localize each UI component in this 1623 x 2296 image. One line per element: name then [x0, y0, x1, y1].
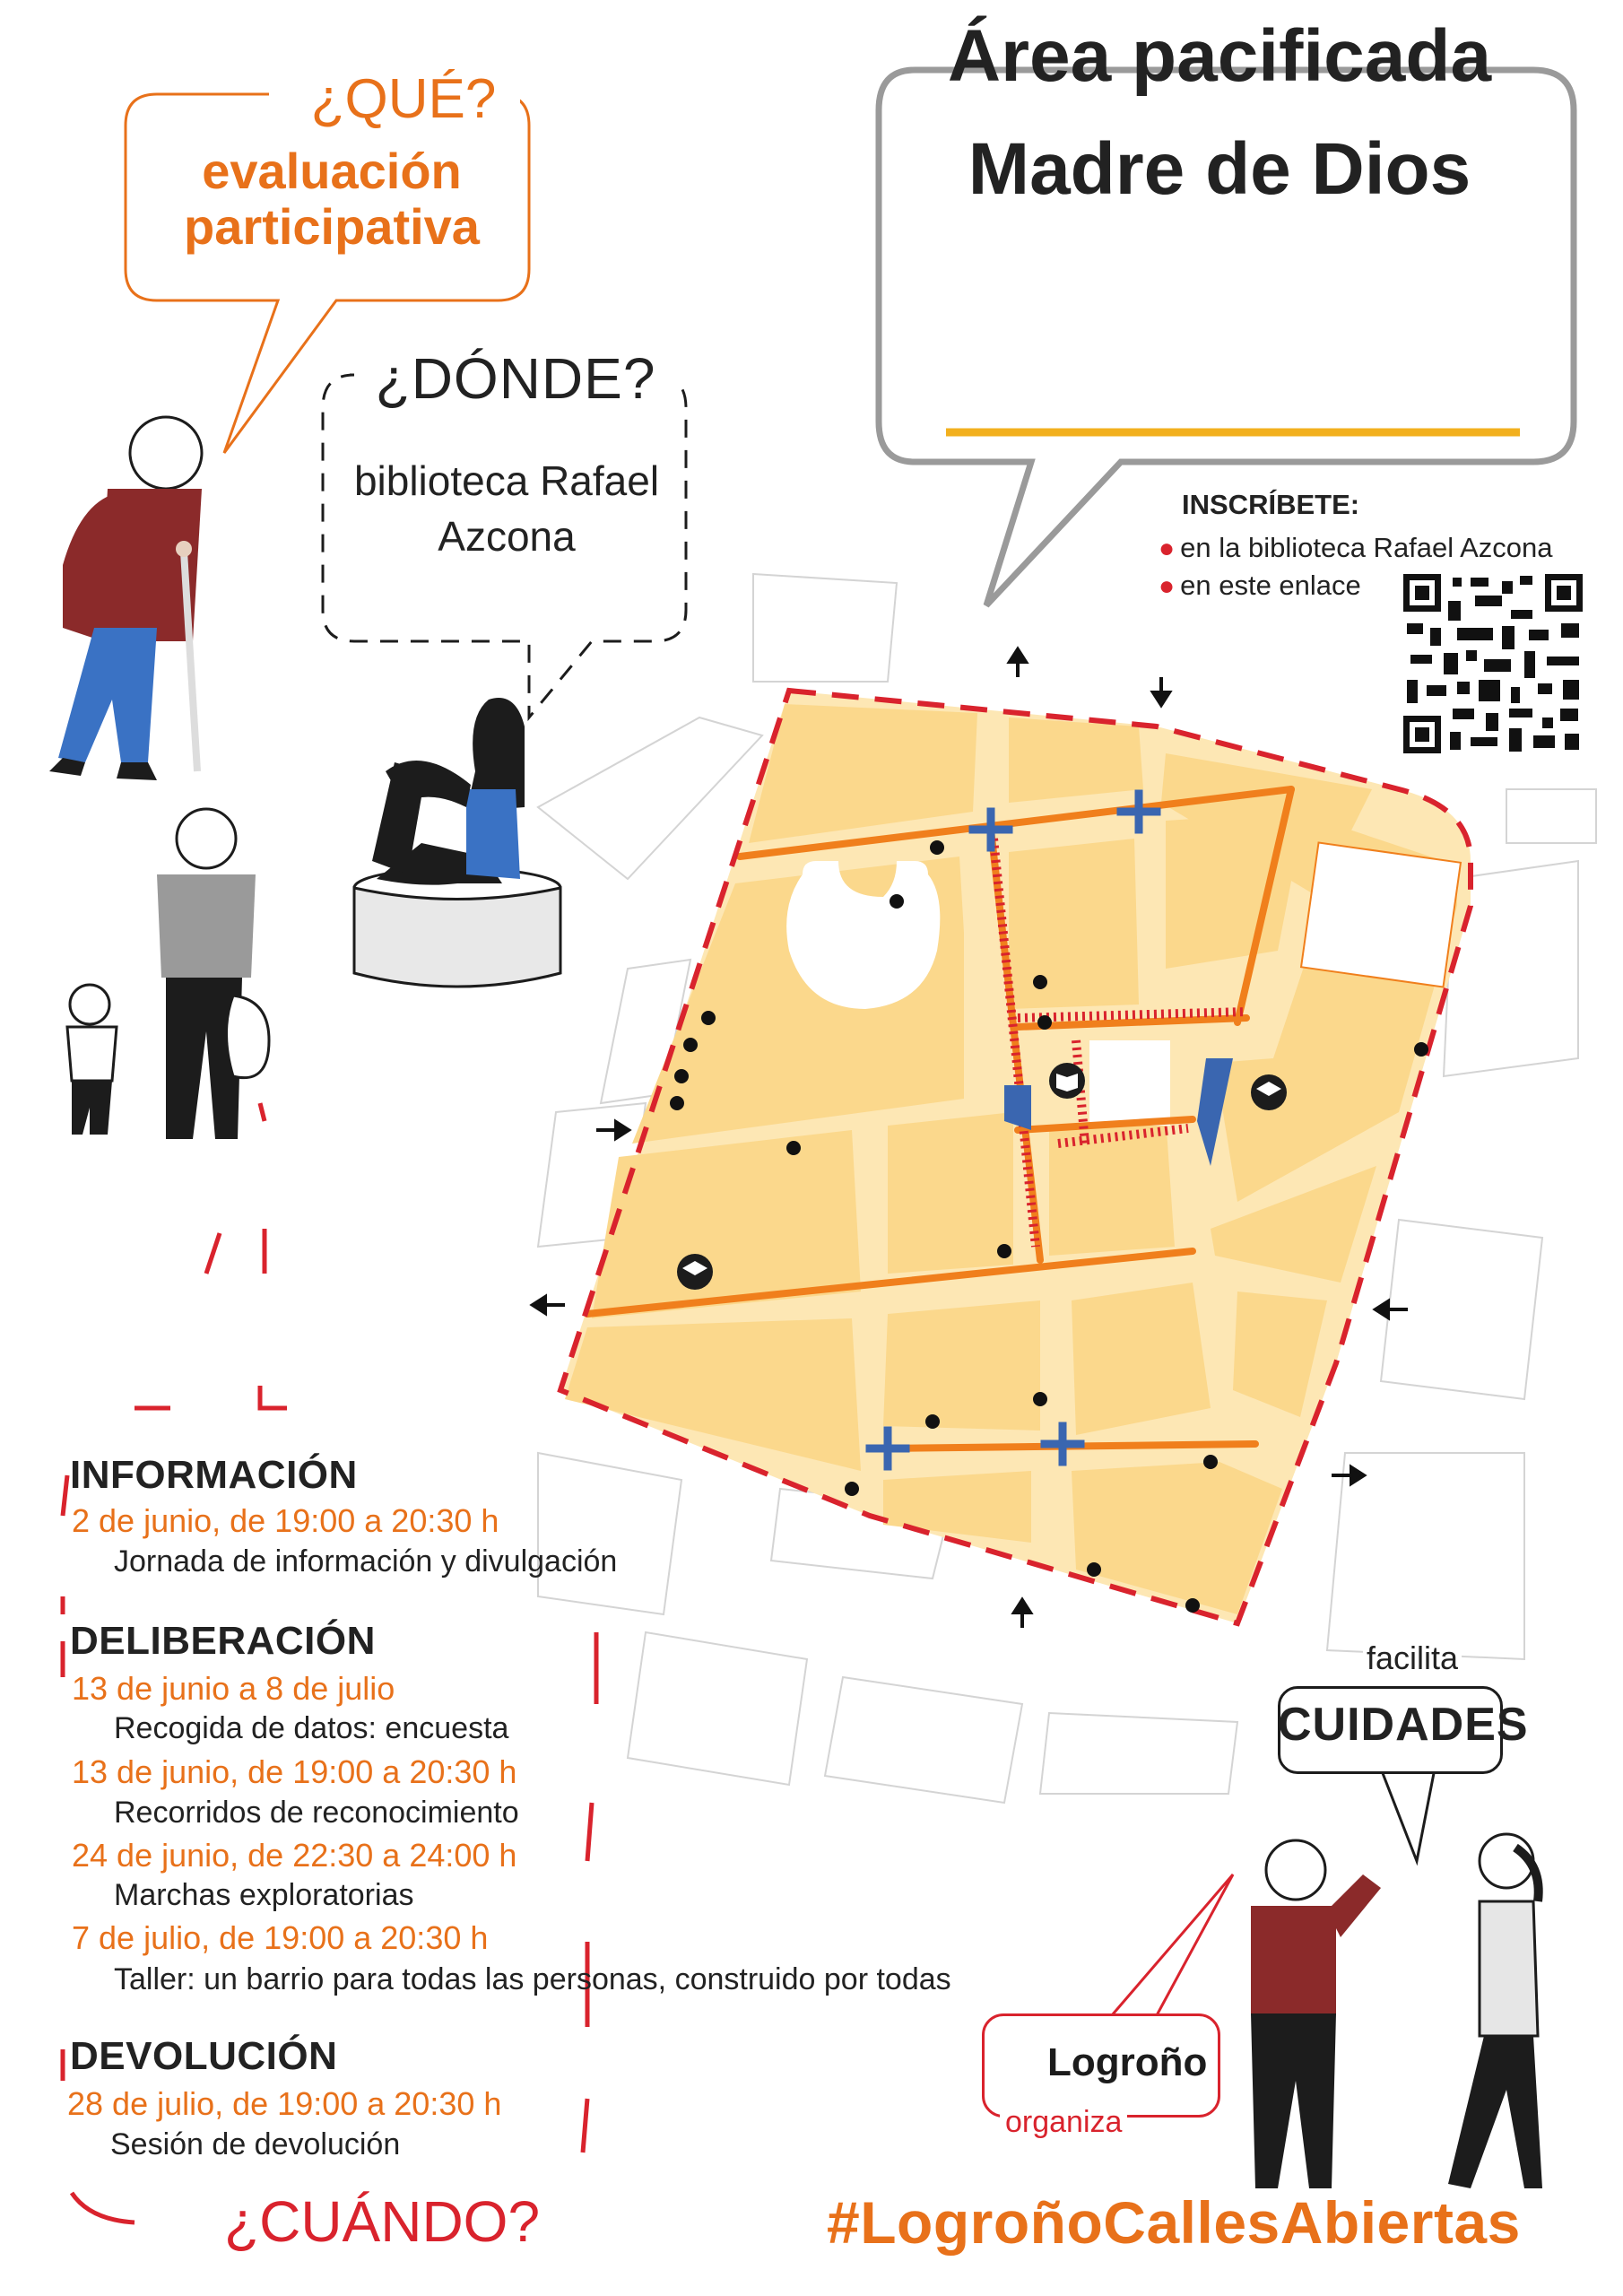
- pointing-man-illustration: [1251, 1840, 1381, 2188]
- event-description: Recorridos de reconocimiento: [114, 1796, 519, 1830]
- cuando-title: ¿CUÁNDO?: [224, 2189, 541, 2254]
- qr-code: [1403, 574, 1583, 753]
- map: [533, 574, 1596, 1803]
- event-date: 7 de julio, de 19:00 a 20:30 h: [72, 1919, 489, 1956]
- section-deliberacion-title: DELIBERACIÓN: [70, 1619, 376, 1663]
- walking-woman-illustration: [1448, 1834, 1542, 2188]
- que-title: ¿QUÉ?: [287, 67, 520, 131]
- event-description: Taller: un barrio para todas las personas, construido por todas: [114, 1962, 951, 1996]
- event-description: Sesión de devolución: [110, 2127, 401, 2161]
- adult-with-child-illustration: [67, 809, 269, 1139]
- sitting-person-illustration: [354, 698, 560, 987]
- inscribete-link-item[interactable]: ● en este enlace: [1159, 570, 1361, 601]
- section-devolucion-title: DEVOLUCIÓN: [70, 2034, 338, 2078]
- event-description: Jornada de información y divulgación: [114, 1544, 618, 1578]
- organiza-label: organiza: [1000, 2105, 1127, 2140]
- book-icon: [1049, 1063, 1085, 1099]
- inscribete-item: ● en la biblioteca Rafael Azcona: [1159, 532, 1553, 563]
- event-description: Recogida de datos: encuesta: [114, 1711, 509, 1745]
- donde-title: ¿DÓNDE?: [354, 345, 677, 412]
- elderly-person-illustration: [49, 417, 202, 780]
- donde-location: biblioteca Rafael Azcona: [353, 457, 660, 560]
- que-description: evaluación participativa: [184, 143, 480, 255]
- event-date: 2 de junio, de 19:00 a 20:30 h: [72, 1502, 499, 1539]
- event-date: 24 de junio, de 22:30 a 24:00 h: [72, 1837, 517, 1874]
- graduation-cap-icon: [1251, 1074, 1287, 1110]
- facilita-label: facilita: [1363, 1639, 1462, 1677]
- inscribete-heading: INSCRÍBETE:: [1182, 489, 1360, 520]
- event-description: Marchas exploratorias: [114, 1878, 414, 1912]
- event-date: 13 de junio a 8 de julio: [72, 1670, 395, 1707]
- page-title: Área pacificada Madre de Dios: [947, 15, 1492, 210]
- event-date: 28 de julio, de 19:00 a 20:30 h: [67, 2085, 502, 2122]
- graduation-cap-icon: [677, 1254, 713, 1290]
- hashtag: #LogroñoCallesAbiertas: [827, 2189, 1521, 2256]
- logrono-logo: Logroño: [1047, 2040, 1208, 2084]
- event-date: 13 de junio, de 19:00 a 20:30 h: [72, 1753, 517, 1790]
- cuidades-logo: CUIDADES: [1278, 1699, 1529, 1751]
- section-informacion-title: INFORMACIÓN: [70, 1453, 358, 1497]
